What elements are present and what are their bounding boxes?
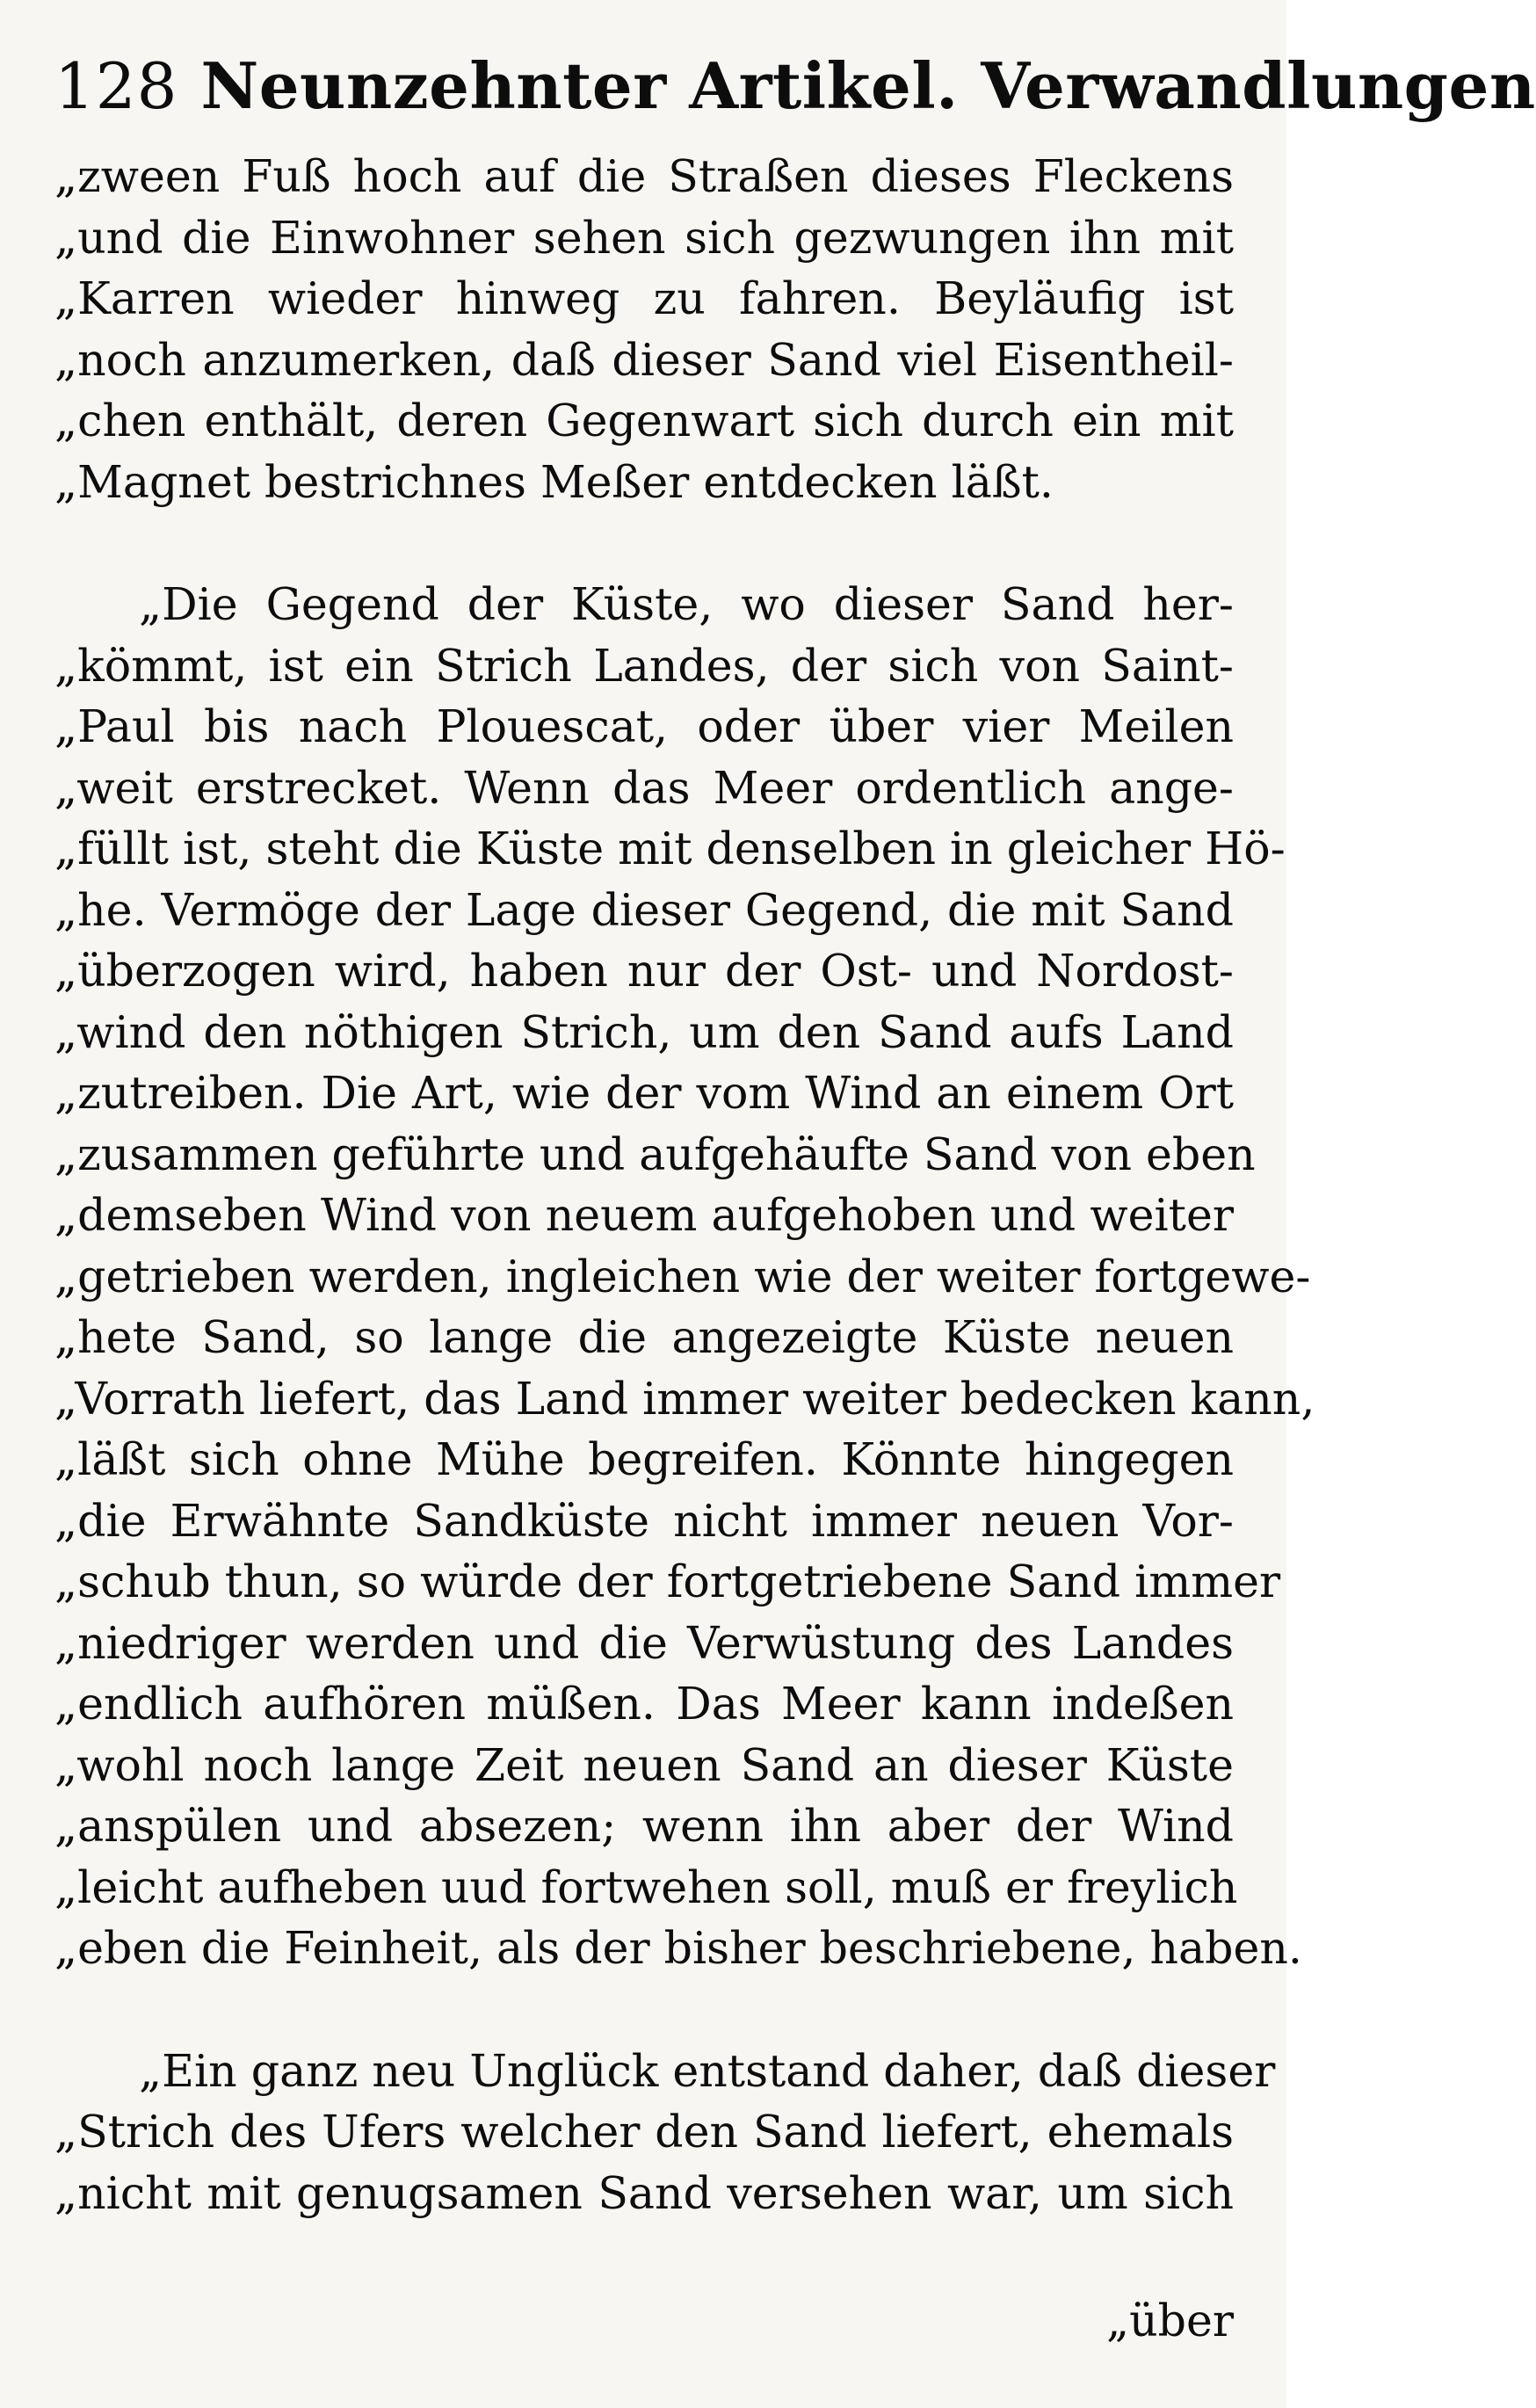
text-line: „endlich aufhören müßen. Das Meer kann indeßen [54,1678,1234,1730]
text-line: „noch anzumerken, daß dieser Sand viel Eisentheil- [54,333,1234,386]
text-line: „kömmt, ist ein Strich Landes, der sich von Saint- [54,639,1234,692]
text-line: „weit erstrecket. Wenn das Meer ordentlich ange- [54,761,1234,814]
text-line: „läßt sich ohne Mühe begreifen. Könnte hingegen [54,1433,1234,1485]
text-line: „schub thun, so würde der fortgetriebene Sand immer [54,1556,1281,1607]
text-line: „hete Sand, so lange die angezeigte Küste neuen [54,1311,1234,1363]
text-line: „niedriger werden und die Verwüstung des Landes [54,1616,1234,1669]
text-line: „Strich des Ufers welcher den Sand liefert, ehemals [54,2106,1234,2158]
text-line: „wind den nöthigen Strich, um den Sand aufs Land [54,1005,1234,1058]
text-line: „demseben Wind von neuem aufgehoben und weiter [54,1189,1234,1241]
paragraph-3 [54,2041,1276,2224]
text-line: „he. Vermöge der Lage dieser Gegend, die mit Sand [54,883,1234,936]
text-line: „zutreiben. Die Art, wie der vom Wind an einem Ort [54,1067,1234,1119]
body-text [54,146,1315,2223]
text-line: „getrieben werden, ingleichen wie der weiter fortgewe- [54,1250,1311,1302]
page-number: 128 [54,49,178,123]
text-line: „Magnet bestrichnes Meßer entdecken läßt. [54,455,1054,508]
text-line: „Ein ganz neu Unglück entstand daher, daß dieser [139,2044,1276,2097]
text-line: „zusammen geführte und aufgehäufte Sand von eben [54,1128,1256,1180]
text-line: „leicht aufheben uud fortwehen soll, muß er freylich [54,1860,1238,1913]
text-line: „eben die Feinheit, als der bisher beschriebene, haben. [54,1922,1302,1974]
text-line: „Karren wieder hinweg zu fahren. Beyläufig ist [54,272,1234,324]
text-line: „zween Fuß hoch auf die Straßen dieses Fleckens [54,150,1234,202]
text-line: „nicht mit genugsamen Sand versehen war, um sich [54,2166,1234,2219]
text-line: „chen enthält, deren Gegenwart sich durch ein mit [54,395,1234,446]
text-line: „füllt ist, steht die Küste mit denselben in gleicher Hö- [54,823,1286,874]
paragraph-1 [54,146,1234,512]
text-line: „und die Einwohner sehen sich gezwungen ihn mit [54,211,1234,264]
text-line: „Vorrath liefert, das Land immer weiter bedecken kann, [54,1372,1315,1425]
running-title: Neunzehnter Artikel. Verwandlungen [200,48,1536,123]
page-header [54,42,1536,130]
text-line: „Die Gegend der Küste, wo dieser Sand her- [139,578,1234,630]
text-line: „anspülen und absezen; wenn ihn aber der Wind [54,1800,1234,1852]
text-line: „Paul bis nach Plouescat, oder über vier Meilen [54,700,1234,752]
text-line: „die Erwähnte Sandküste nicht immer neuen Vor- [54,1494,1234,1547]
catchword: „über [1105,2295,1234,2346]
text-line: „überzogen wird, haben nur der Ost- und Nordost- [54,945,1234,997]
text-line: „wohl noch lange Zeit neuen Sand an dieser Küste [54,1738,1234,1791]
paragraph-2 [54,574,1315,1979]
